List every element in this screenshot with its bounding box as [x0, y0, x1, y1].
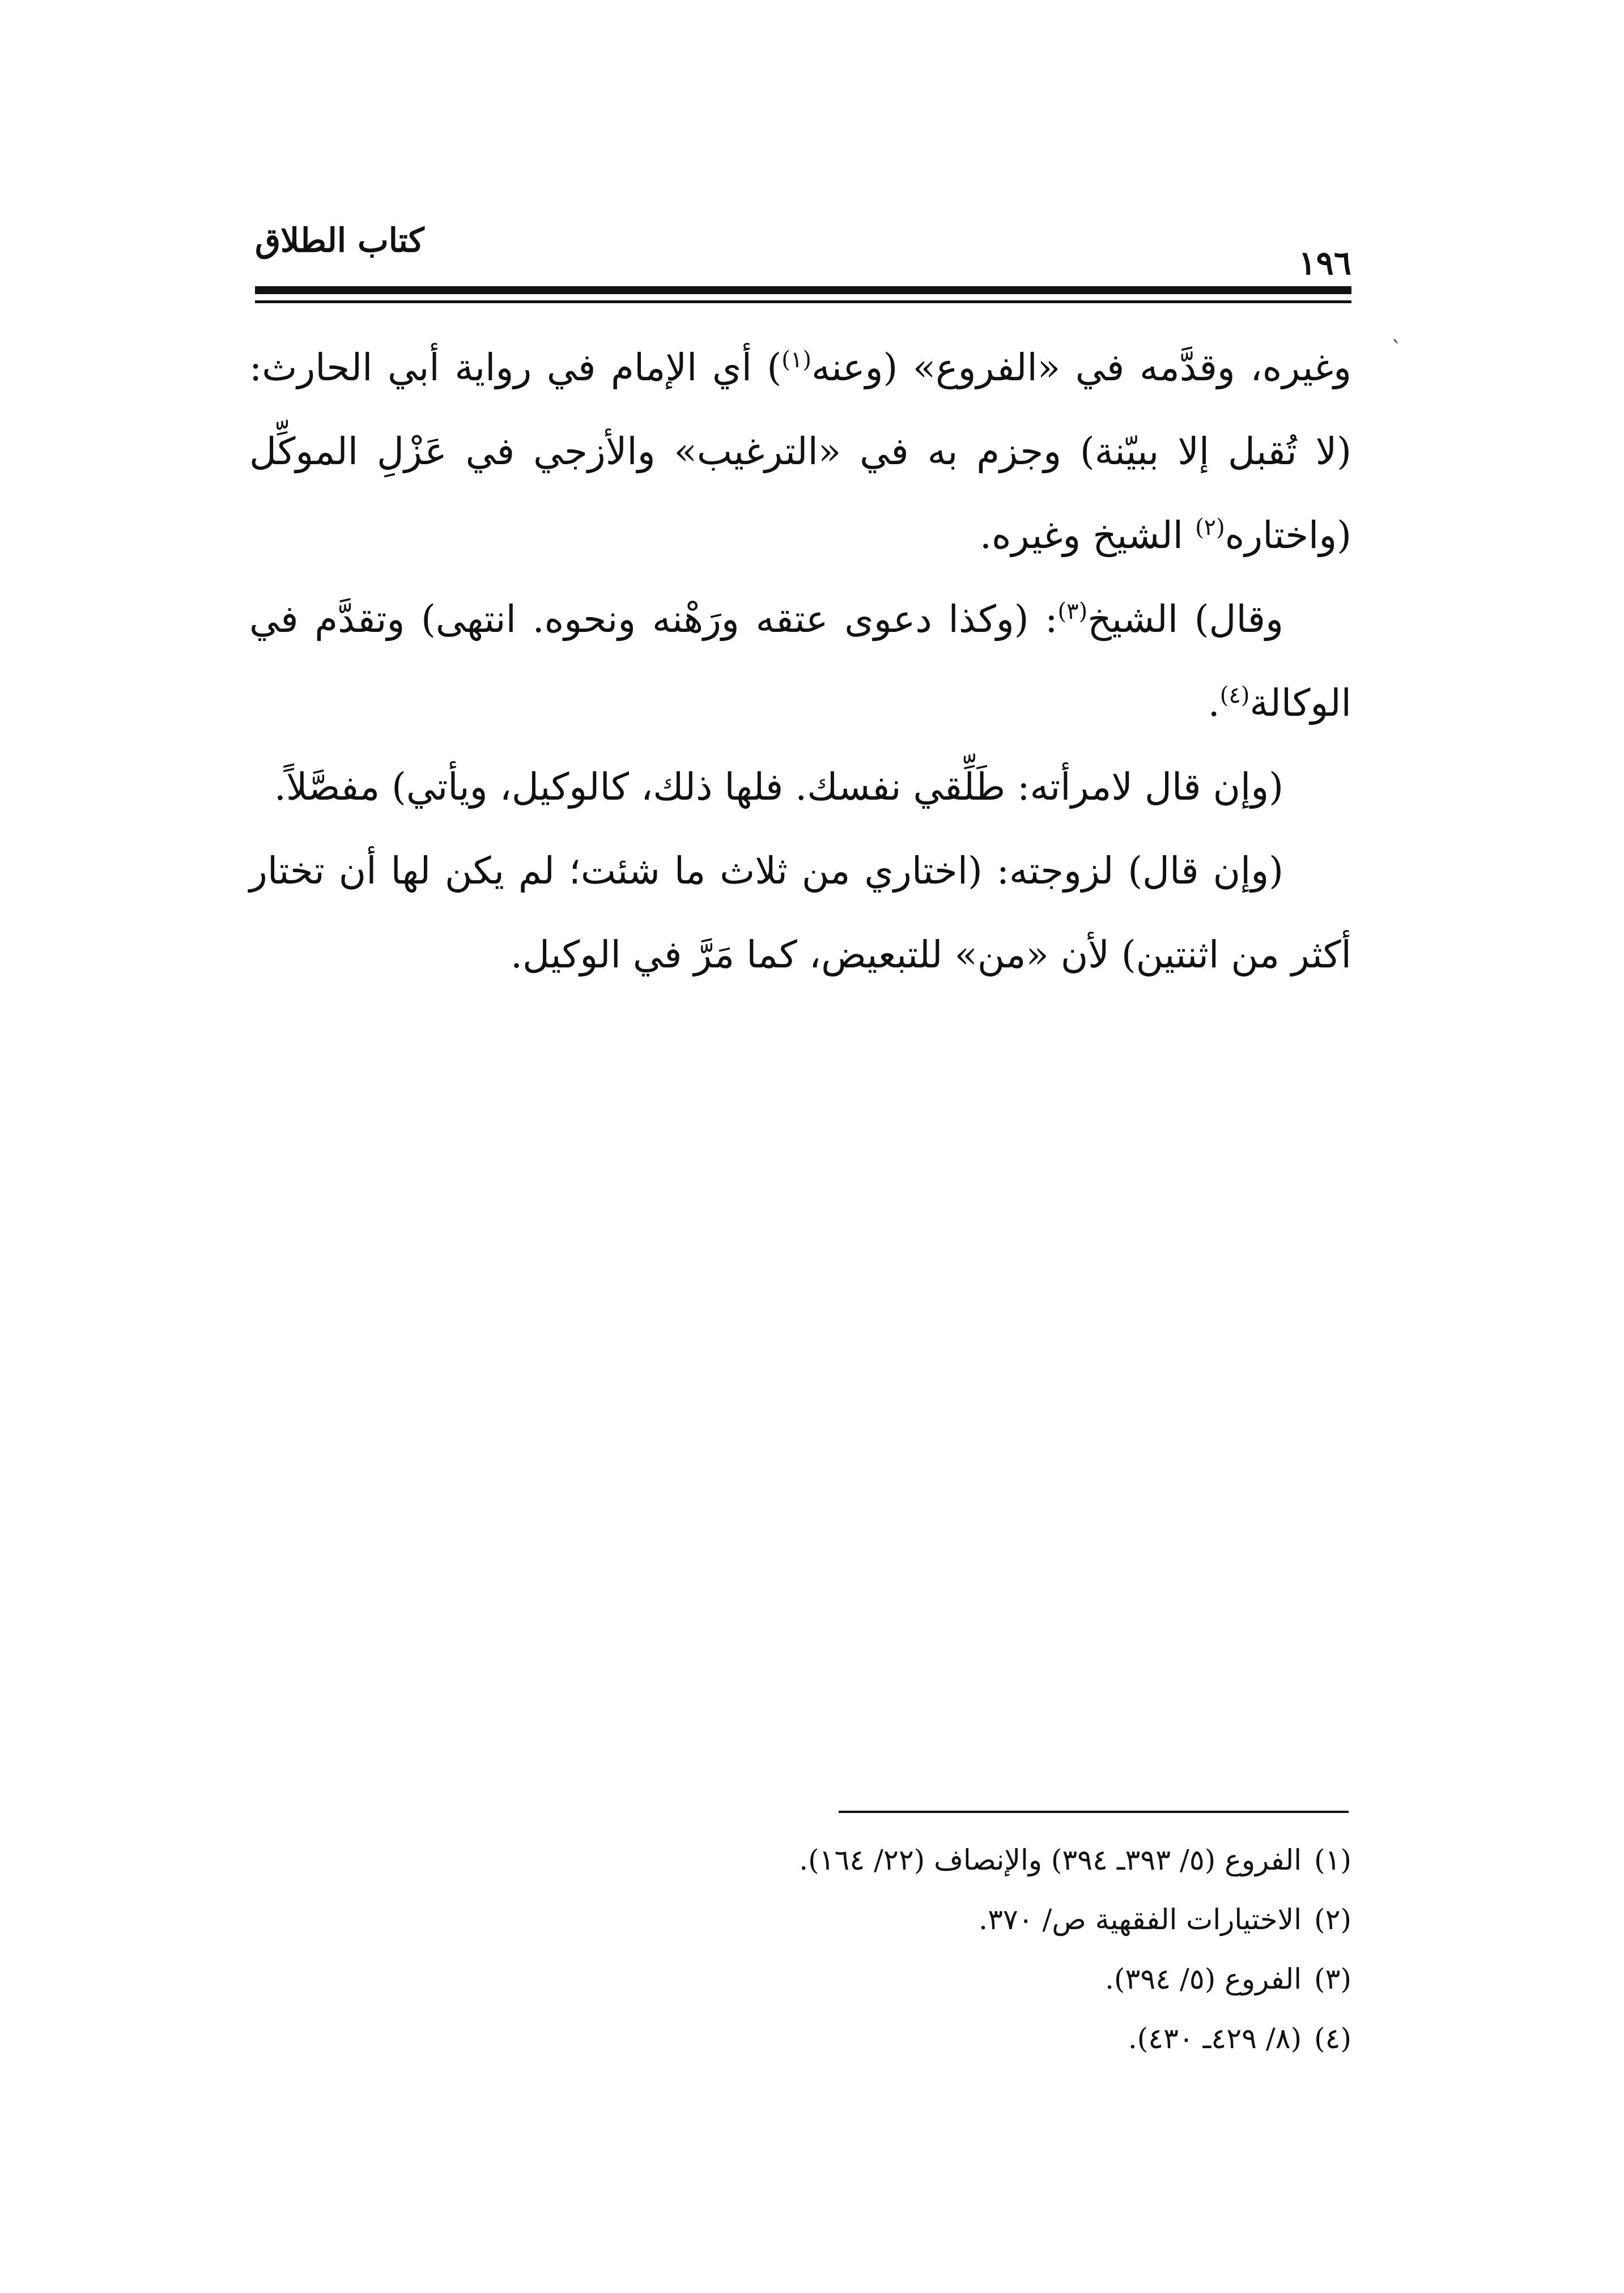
footnote-number: (٣): [1314, 1963, 1351, 1995]
footnote-ref-3: (٣): [1057, 598, 1088, 625]
running-title: كتاب الطلاق: [255, 221, 424, 260]
footnote-text: (٨/ ٤٢٩ـ ٤٣٠).: [1128, 2022, 1302, 2055]
margin-mark: ˋ: [1391, 337, 1402, 363]
paragraph-text: وقال) الشيخ: [1087, 597, 1283, 641]
header-rule-thick: [255, 286, 1351, 294]
footnote-3: [510, 1950, 1351, 2009]
footnote-number: (٢): [1314, 1903, 1351, 1936]
footnote-text: الفروع (٥/ ٣٩٤).: [1105, 1963, 1302, 1995]
footnotes: [510, 1831, 1351, 2069]
footnote-number: (١): [1314, 1844, 1351, 1876]
footnote-4: [510, 2009, 1351, 2069]
paragraph-text: (وإن قال لامرأته: طَلِّقي نفسك. فلها ذلك، كالوكيل، ويأتي) مفصَّلاً.: [274, 765, 1283, 809]
footnote-number: (٤): [1314, 2022, 1351, 2055]
paragraph-text: ) أي الإمام في رواية أبي الحارث: (لا تُقبل إلا ببيّنة) وجزم به في «الترغيب» والأزجي في عَزْلِ الموكِّل (واختاره: [249, 346, 1351, 557]
paragraph-text: الشيخ وغيره.: [979, 513, 1196, 557]
body-text: [249, 326, 1351, 997]
footnote-ref-2: (٢): [1195, 515, 1225, 541]
footnote-separator: [839, 1811, 1349, 1813]
paragraph-text: .: [1208, 681, 1220, 725]
paragraph-text: (وإن قال) لزوجته: (اختاري من ثلاث ما شئت؛ لم يكن لها أن تختار أكثر من اثنتين) لأن «من» للتبعيض، كما مَرَّ في الوكيل.: [249, 849, 1351, 976]
paragraph-1: [249, 326, 1351, 578]
footnote-text: الاختيارات الفقهية ص/ ٣٧٠.: [979, 1903, 1302, 1936]
paragraph-3: [249, 745, 1351, 829]
footnote-text: الفروع (٥/ ٣٩٣ـ ٣٩٤) والإنصاف (٢٢/ ١٦٤).: [799, 1844, 1302, 1876]
page-number: ١٩٦: [1298, 244, 1351, 282]
footnote-1: [510, 1831, 1351, 1890]
footnote-2: [510, 1890, 1351, 1950]
footnote-ref-1: (١): [781, 347, 811, 373]
footnote-ref-4: (٤): [1219, 682, 1250, 708]
paragraph-text: : (وكذا دعوى عتقه ورَهْنه ونحوه. انتهى) وتقدَّم في الوكالة: [249, 597, 1351, 725]
paragraph-2: [249, 578, 1351, 745]
header-rule-thin: [255, 300, 1351, 303]
paragraph-text: وغيره، وقدَّمه في «الفروع» (وعنه: [811, 346, 1351, 389]
paragraph-4: [249, 829, 1351, 997]
